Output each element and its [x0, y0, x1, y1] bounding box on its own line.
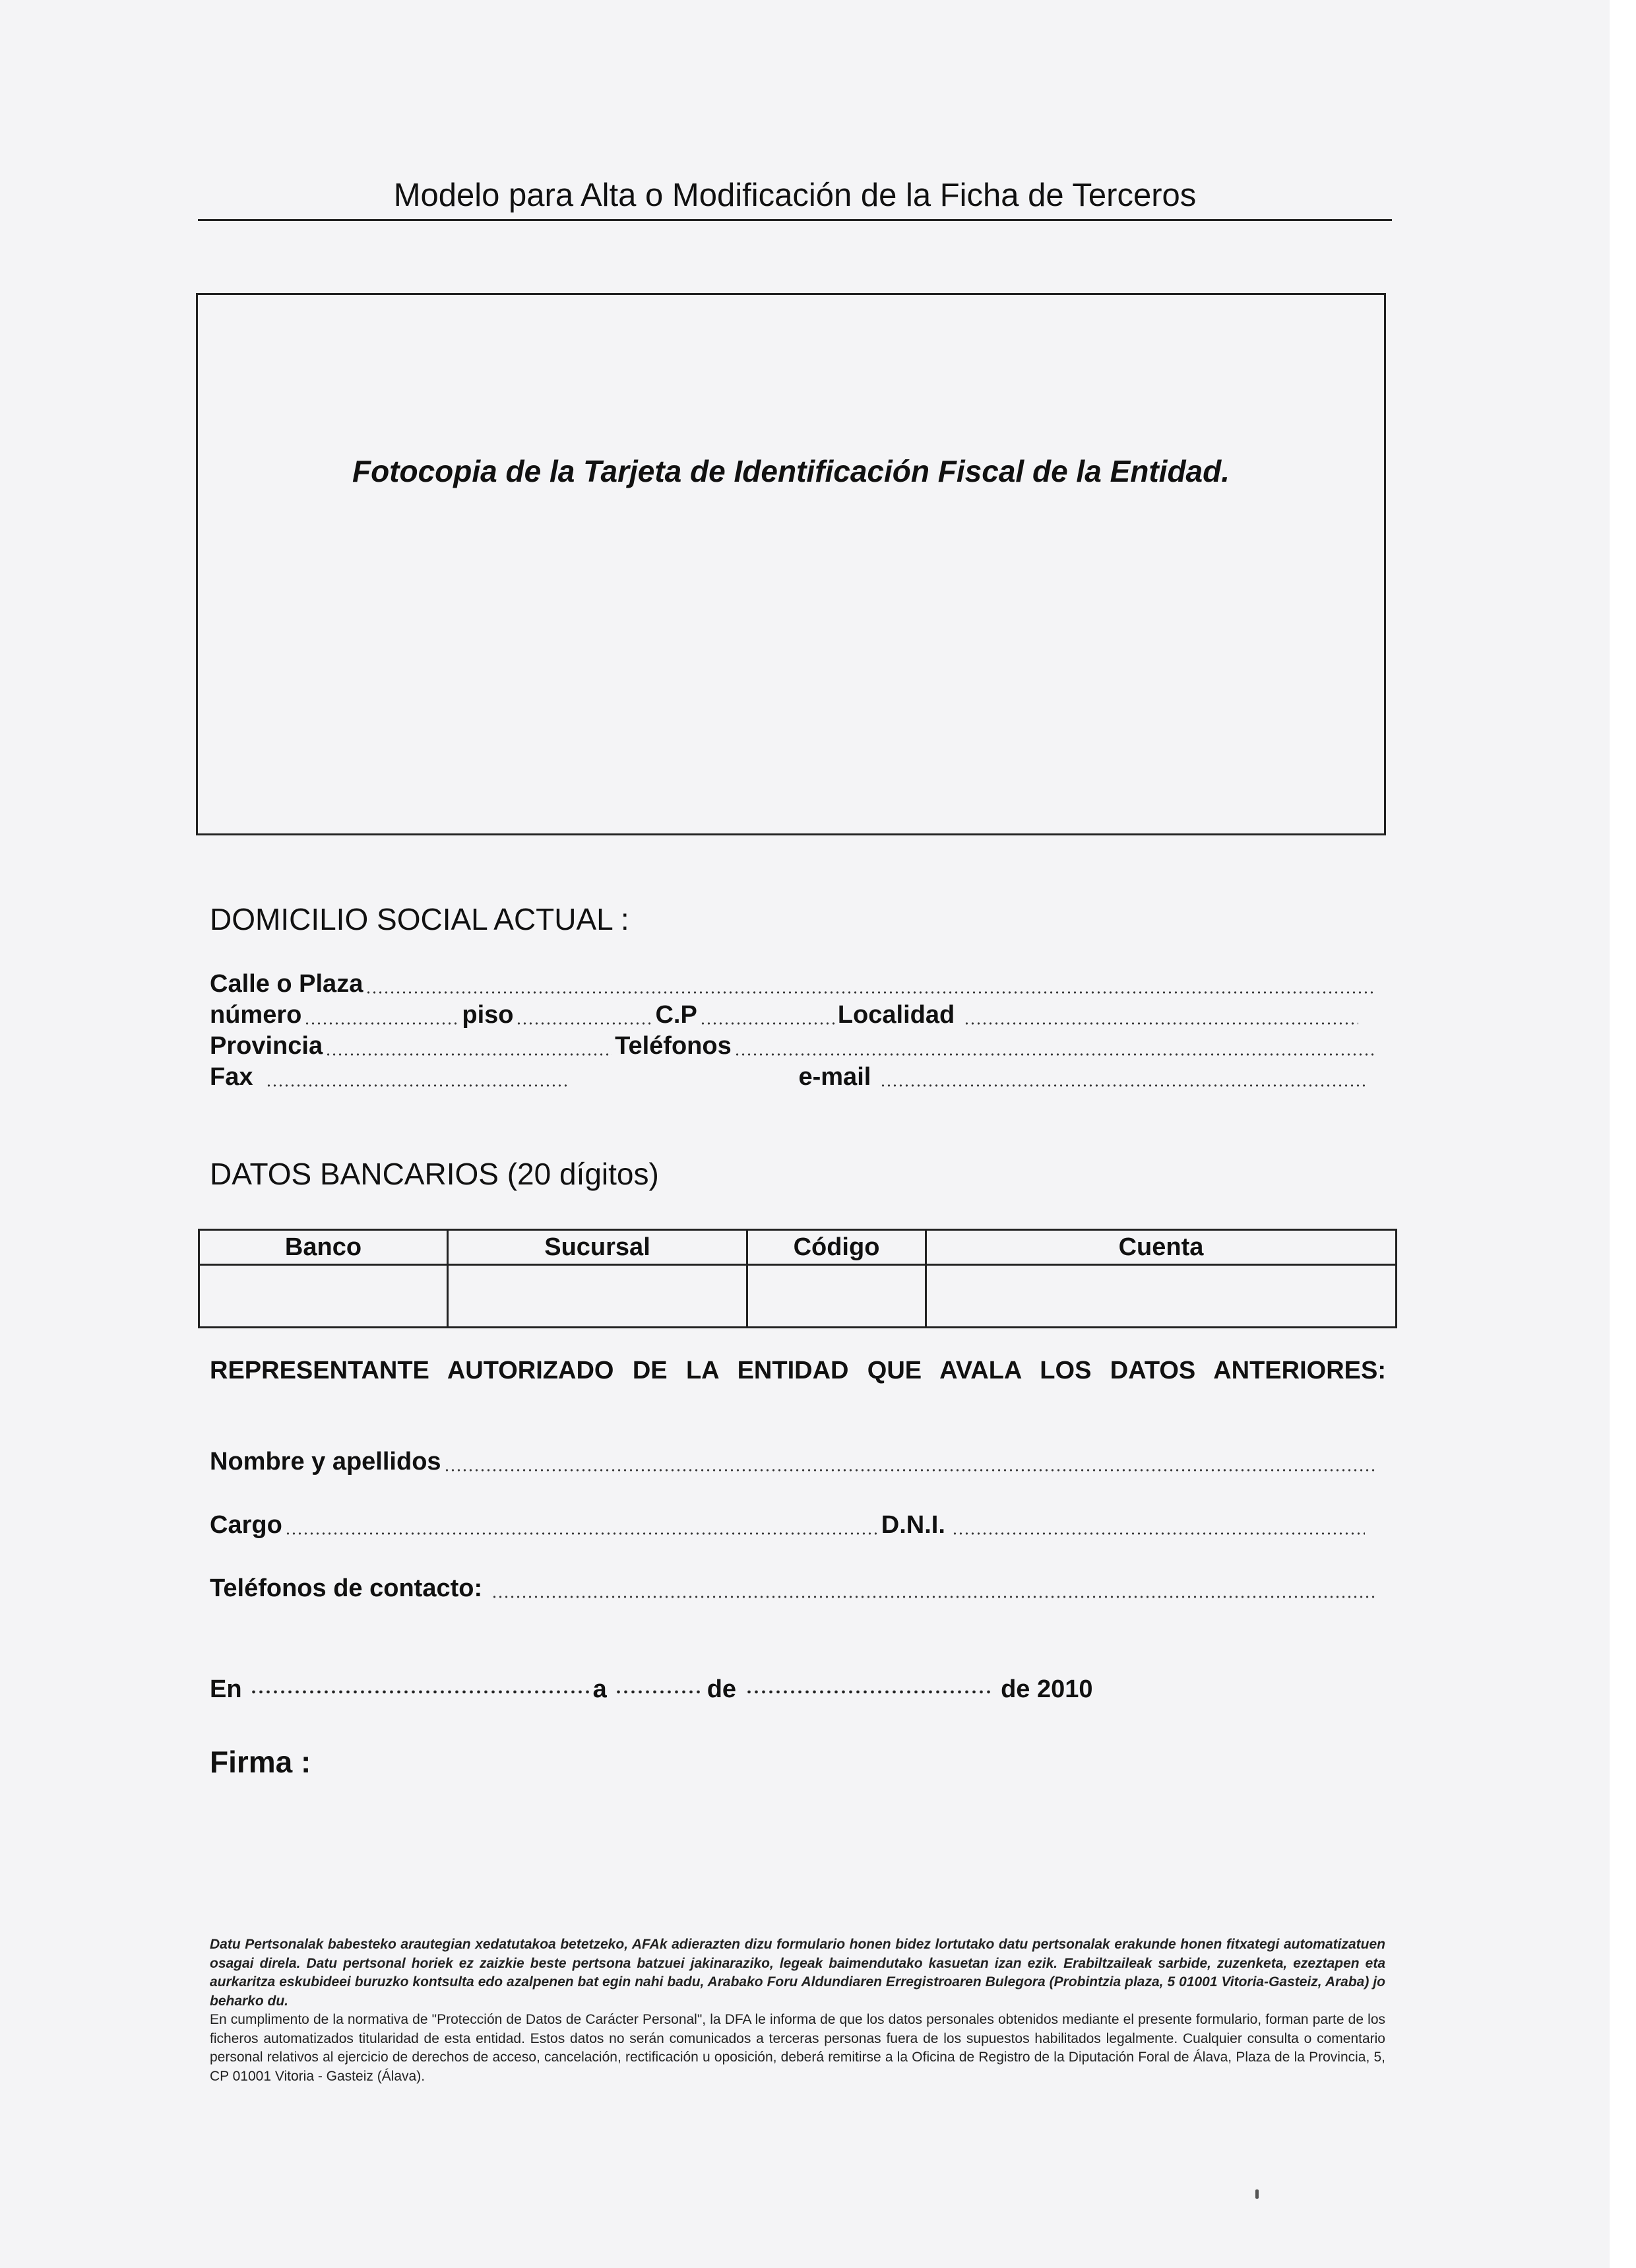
bancarios-heading: DATOS BANCARIOS (20 dígitos) [210, 1157, 659, 1191]
provincia-label: Provincia [210, 1032, 323, 1060]
fax-label: Fax [210, 1063, 253, 1091]
cargo-input-line[interactable] [285, 1511, 879, 1539]
fax-email-field-row [210, 1063, 1377, 1091]
nombre-field-row [210, 1448, 1377, 1476]
place-input-line[interactable] [250, 1671, 593, 1697]
bank-table-entry-row [199, 1265, 1397, 1328]
provincia-input-line[interactable] [325, 1032, 612, 1060]
numero-field-row [210, 1001, 1377, 1029]
bank-col-sucursal: Sucursal [448, 1230, 747, 1265]
telefonos-label: Teléfonos [615, 1032, 732, 1060]
dni-label: D.N.I. [881, 1511, 945, 1539]
sucursal-input-cell[interactable] [448, 1265, 747, 1328]
year-label: de 2010 [1001, 1675, 1093, 1703]
banco-input-cell[interactable] [199, 1265, 448, 1328]
title-underline [198, 219, 1392, 221]
calle-field-row [210, 970, 1377, 998]
legal-notice-spanish: En cumplimento de la normativa de "Protección de Datos de Carácter Personal", la DFA le informa de que los datos personales obtenidos mediante el presente formulario, forman parte de los ficheros automatizados titularidad de esta entidad. Estos datos no serán comunicados a terceras personas fuera de los supuestos habilitados legalmente. Cualquier consulta o comentario personal relativos al ejercicio de derechos de acceso, cancelación, rectificación u oposición, deberá remitirse a la Oficina de Registro de la Diputación Foral de Álava, Plaza de la Provincia, 5, CP 01001 Vitoria - Gasteiz (Álava). [210, 2012, 1385, 2084]
piso-label: piso [462, 1001, 514, 1029]
a-label: a [592, 1675, 607, 1703]
cp-input-line[interactable] [700, 1001, 835, 1029]
contacto-label: Teléfonos de contacto: [210, 1574, 483, 1602]
contacto-input-line[interactable] [491, 1574, 1375, 1603]
telefonos-input-line[interactable] [734, 1032, 1375, 1060]
bank-col-codigo: Código [747, 1230, 926, 1265]
bank-data-table [198, 1229, 1397, 1328]
cuenta-input-cell[interactable] [926, 1265, 1397, 1328]
domicilio-heading: DOMICILIO SOCIAL ACTUAL : [210, 902, 629, 936]
date-line [210, 1671, 1093, 1704]
numero-input-line[interactable] [304, 1001, 459, 1029]
email-input-line[interactable] [880, 1063, 1365, 1091]
scan-speck [1255, 2189, 1259, 2199]
localidad-input-line[interactable] [964, 1001, 1358, 1029]
scan-edge [1610, 0, 1636, 2268]
dni-input-line[interactable] [952, 1511, 1365, 1539]
piso-input-line[interactable] [516, 1001, 652, 1029]
bank-col-cuenta: Cuenta [926, 1230, 1397, 1265]
cp-label: C.P [655, 1001, 697, 1029]
bank-col-banco: Banco [199, 1230, 448, 1265]
cargo-label: Cargo [210, 1511, 282, 1539]
firma-label: Firma : [210, 1745, 311, 1779]
cargo-dni-field-row [210, 1511, 1377, 1539]
representante-heading: REPRESENTANTE AUTORIZADO DE LA ENTIDAD QUE AVALA LOS DATOS ANTERIORES: [210, 1357, 1386, 1384]
nombre-input-line[interactable] [444, 1448, 1375, 1476]
en-label: En [210, 1675, 242, 1703]
contacto-field-row [210, 1574, 1377, 1603]
photocopy-caption: Fotocopia de la Tarjeta de Identificación Fiscal de la Entidad. [352, 454, 1230, 488]
nombre-label: Nombre y apellidos [210, 1448, 441, 1475]
day-input-line[interactable] [615, 1671, 701, 1697]
numero-label: número [210, 1001, 302, 1029]
form-title: Modelo para Alta o Modificación de la Ficha de Terceros [393, 178, 1197, 213]
email-label: e-mail [798, 1063, 871, 1091]
calle-label: Calle o Plaza [210, 970, 363, 998]
localidad-label: Localidad [837, 1001, 955, 1029]
fax-input-line[interactable] [266, 1063, 569, 1091]
legal-notice-basque: Datu Pertsonalak babesteko arautegian xedatutakoa betetzeko, AFAk adierazten dizu formulario honen bidez lortutako datu pertsonalak erakunde honen fitxategi automatizatuen osagai direla. Datu pertsonal horiek ez zaizkie beste pertsona batzuei jakinaraziko, legeak baimendutako kasuetan izan ezik. Erabiltzaileak sarbide, zuzenketa, ezeztapen eta aurkaritza eskubideei buruzko kontsulta edo azalpenen bat egin nahi badu, Arabako Foru Aldundiaren Erregistroaren Bulegora (Probintzia plaza, 5 01001 Vitoria-Gasteiz, Araba) jo beharko du. [210, 1937, 1385, 2009]
de-label: de [707, 1675, 737, 1703]
calle-input-line[interactable] [365, 970, 1374, 998]
codigo-input-cell[interactable] [747, 1265, 926, 1328]
provincia-field-row [210, 1032, 1377, 1060]
tax-id-photocopy-box [196, 293, 1386, 835]
bank-table-header [199, 1230, 1397, 1265]
month-input-line[interactable] [745, 1671, 993, 1697]
